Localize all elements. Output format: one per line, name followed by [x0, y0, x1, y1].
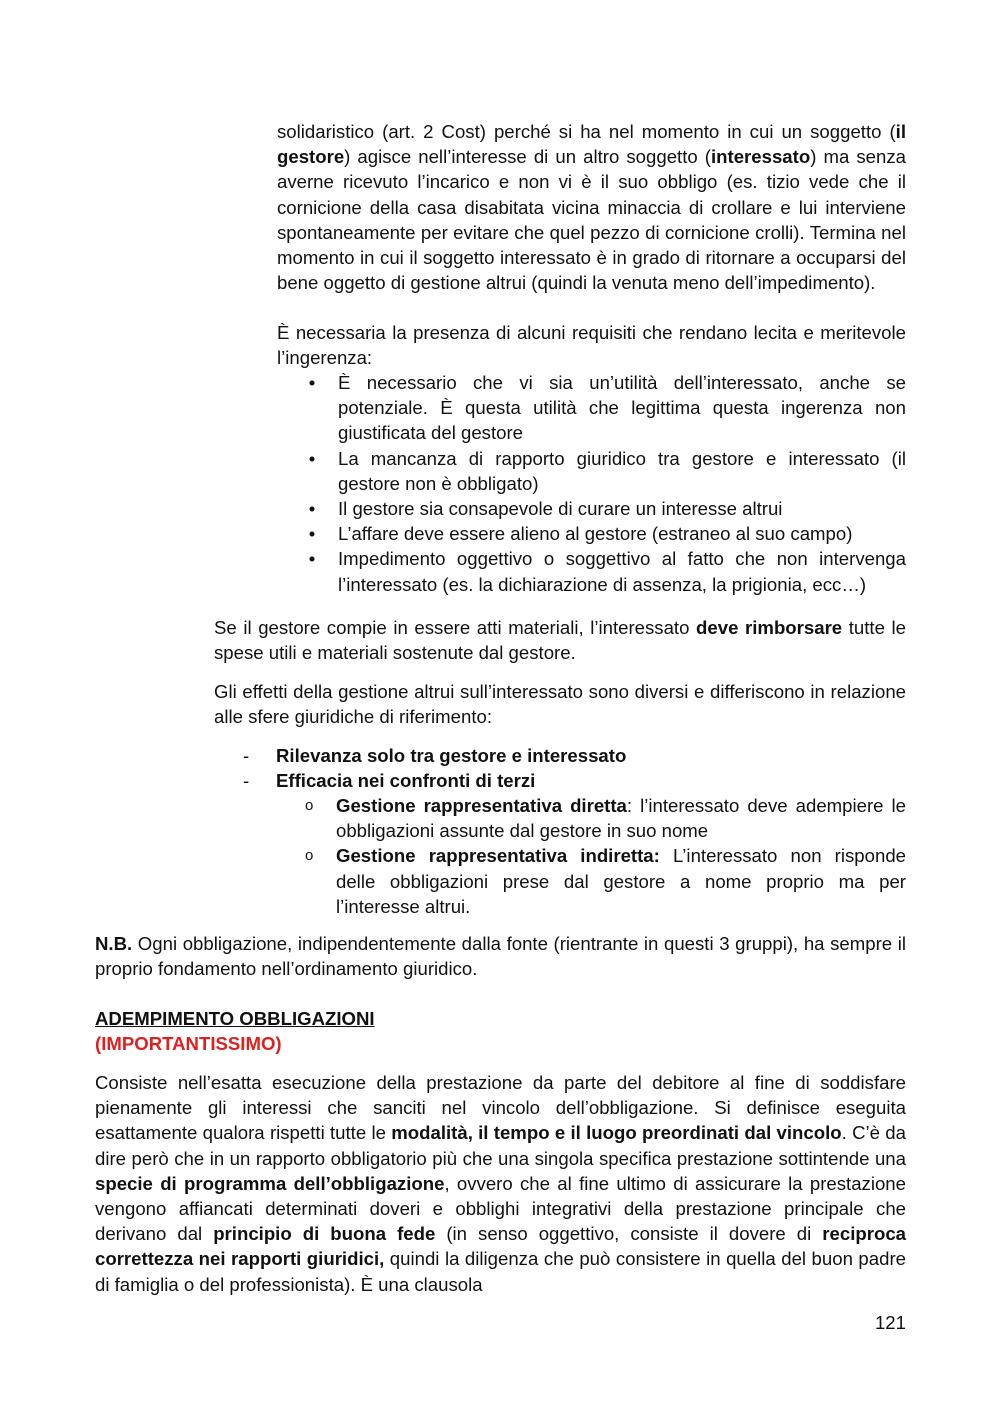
gestioni-list — [305, 793, 906, 919]
bold-term: modalità, il tempo e il luogo preordinati dal vincolo — [391, 1122, 842, 1144]
list-item-text: L’affare deve essere alieno al gestore (estraneo al suo campo) — [338, 523, 853, 545]
circle-marker: o — [305, 847, 314, 865]
text-run: . C’è da dire però che in un rapporto obbligatorio più che una singola specifica prestazione sottintende una — [95, 1122, 906, 1169]
list-item-text: È necessario che vi sia un’utilità dell’interessato, anche se potenziale. È questa utilità che legittima questa ingerenza non giustificata del gestore — [338, 372, 906, 444]
text-run: Se il gestore compie in essere atti materiali, l’interessato — [214, 617, 697, 638]
text-run: , ovvero che al fine ultimo di assicurare la prestazione vengono affiancati determinati doveri e obblighi integrativi della prestazione principale che derivano dal — [95, 1172, 906, 1245]
list-item — [305, 521, 906, 546]
paragraph-nota-bene — [95, 931, 906, 981]
text-run: ) agisce nell’interesse di un altro soggetto ( — [344, 146, 711, 168]
list-item-text: Efficacia nei confronti di terzi — [276, 770, 536, 792]
bold-term: Gestione rappresentativa indiretta: — [336, 845, 660, 867]
requisiti-list — [305, 370, 906, 597]
dash-marker: - — [243, 770, 250, 792]
circle-marker: o — [305, 797, 314, 814]
text-run: Consiste nell’esatta esecuzione della prestazione da parte del debitore al fine di soddisfare pienamente gli interessi che sanciti nel vincolo dell’obbligazione. Si definisce eseguita esattamente qualora rispetti tutte le — [95, 1072, 906, 1144]
list-item-text: Rilevanza solo tra gestore e interessato — [276, 745, 627, 766]
bold-term: il gestore — [277, 121, 906, 168]
effetti-list — [243, 743, 906, 793]
list-item-text: Il gestore sia consapevole di curare un interesse altrui — [338, 498, 783, 520]
text-run: quindi la diligenza che può consistere in quella del buon padre di famiglia o del professionista). È una clausola — [95, 1248, 906, 1295]
paragraph-rimborso — [214, 615, 906, 665]
bullet-marker: • — [308, 372, 316, 393]
dash-marker: - — [243, 745, 250, 766]
list-item-text: Impedimento oggettivo o soggettivo al fatto che non intervenga l’interessato (es. la dichiarazione di assenza, la prigionia, ecc…) — [338, 548, 906, 595]
paragraph-requisiti-intro: È necessaria la presenza di alcuni requisiti che rendano lecita e meritevole l’ingerenza: — [277, 322, 906, 369]
bold-term: N.B. — [95, 933, 133, 954]
bullet-marker: • — [308, 447, 316, 469]
bold-term: interessato — [710, 146, 811, 168]
section-subtitle: (IMPORTANTISSIMO) — [95, 1033, 282, 1054]
bold-term: reciproca correttezza nei rapporti giuridici, — [95, 1223, 906, 1270]
text-run: solidaristico (art. 2 Cost) perché si ha nel momento in cui un soggetto ( — [277, 121, 896, 142]
text-run: ) ma senza averne ricevuto l’incarico e non vi è il suo obbligo (es. tizio vede che il cornicione della casa disabitata vicina minaccia di crollare e lui interviene spontaneamente per evitare che quel pezzo di cornicione crolli). Termina nel momento in cui il soggetto interessato è in grado di ritornare a occuparsi del bene oggetto di gestione altrui (quindi la venuta meno dell’impedimento). — [277, 146, 906, 294]
list-item — [305, 496, 906, 521]
page-number: 121 — [874, 1312, 906, 1333]
list-item-text: La mancanza di rapporto giuridico tra gestore e interessato (il gestore non è obbligato) — [338, 447, 906, 494]
text-run: tutte le spese utili e materiali sostenute dal gestore. — [214, 617, 906, 664]
section-title: ADEMPIMENTO OBBLIGAZIONI — [95, 1008, 375, 1029]
text-run: Ogni obbligazione, indipendentemente dalla fonte (rientrante in questi 3 gruppi), ha sempre il proprio fondamento nell’ordinamento giuridico. — [95, 933, 906, 980]
bullet-marker: • — [308, 498, 316, 520]
list-item — [305, 370, 906, 446]
bold-term: Gestione rappresentativa diretta — [336, 795, 627, 816]
list-item-text: L’interessato non risponde delle obbligazioni prese dal gestore a nome proprio ma per l’interesse altrui. — [336, 845, 907, 917]
bold-term: deve rimborsare — [696, 617, 843, 638]
paragraph-effetti-intro: Gli effetti della gestione altrui sull’interessato sono diversi e differiscono in relazione alle sfere giuridiche di riferimento: — [214, 681, 906, 728]
bullet-marker: • — [308, 548, 316, 570]
list-item — [305, 793, 906, 843]
list-item — [243, 768, 906, 793]
section-heading — [95, 1006, 375, 1056]
list-item — [243, 743, 906, 768]
bullet-marker: • — [308, 523, 316, 545]
list-item — [305, 843, 906, 919]
list-item — [305, 546, 906, 596]
list-item — [305, 446, 906, 496]
paragraph-adempimento — [95, 1070, 906, 1297]
paragraph-gestione-definizione — [277, 119, 906, 295]
list-item-text: : l’interessato deve adempiere le obbligazioni assunte dal gestore in suo nome — [336, 795, 906, 842]
text-run: (in senso oggettivo, consiste il dovere di — [435, 1223, 823, 1245]
bold-term: specie di programma dell’obbligazione — [95, 1172, 445, 1194]
bold-term: principio di buona fede — [213, 1223, 436, 1245]
